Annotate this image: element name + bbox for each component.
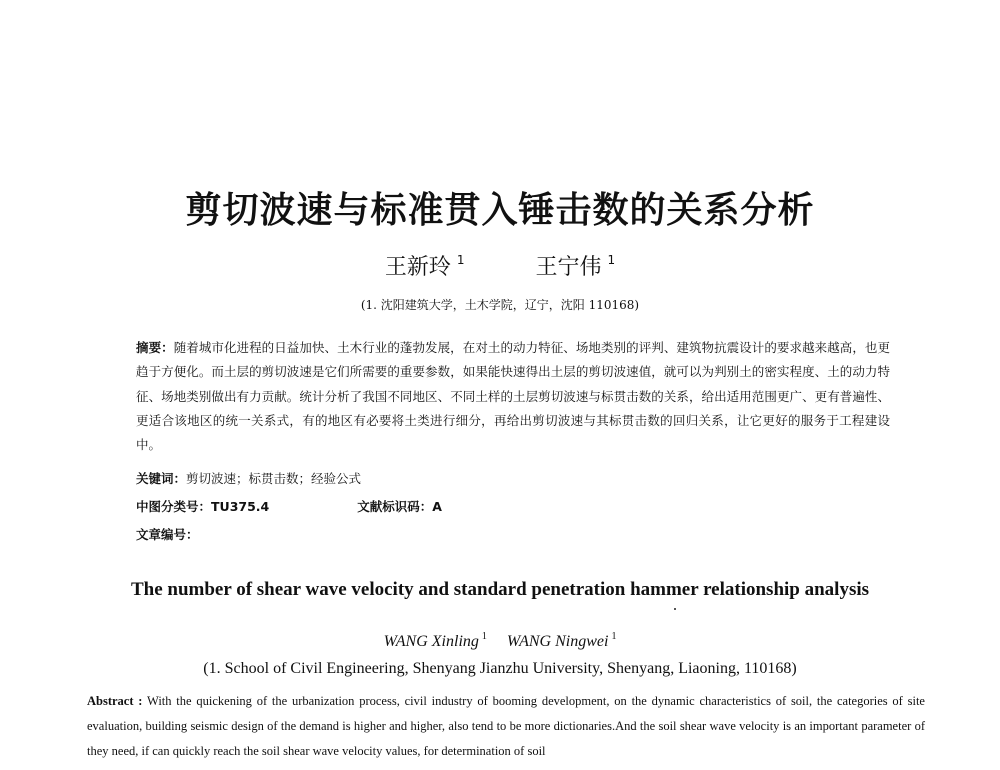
author-name: WANG Ningwei — [506, 633, 609, 650]
author-name: 王宁伟 — [535, 255, 602, 280]
english-title: The number of shear wave velocity and standard penetration hammer relationship analysis — [130, 579, 870, 600]
author-name: WANG Xinling — [383, 633, 479, 650]
english-author — [384, 631, 487, 651]
clc-value: TU375.4 — [211, 499, 270, 514]
doc-code-value: A — [432, 499, 442, 514]
english-abstract-text: With the quickening of the urbanization process, civil industry of booming development, on the dynamic characteristics of soil, the categories of site evaluation, building seismic design of the demand is higher and higher, also tend to be more dictionaries.And the soil shear wave velocity is an important parameter of they need, if can quickly reach the soil shear wave velocity values, for determination of soil — [87, 694, 925, 758]
english-affiliation: (1. School of Civil Engineering, Shenyang Jianzhu University, Shenyang, Liaoning, 110168) — [203, 660, 797, 677]
author-affiliation-mark: 1 — [481, 631, 487, 642]
author-name: 王新玲 — [384, 255, 451, 280]
author-affiliation-mark: 1 — [611, 631, 617, 642]
chinese-affiliation: (1. 沈阳建筑大学，土木学院，辽宁，沈阳 110168) — [360, 298, 640, 312]
keywords-label: 关键词： — [136, 471, 187, 486]
chinese-abstract-text: 随着城市化进程的日益加快、土木行业的蓬勃发展，在对土的动力特征、场地类别的评判、建筑物抗震设计的要求越来越高，也更趋于方便化。而土层的剪切波速是它们所需要的重要参数，如果能快速得出土层的剪切波速值，就可以为判别土的密实程度、土的动力特征、场地类别做出有力贡献。统计分析了我国不同地区、不同土样的土层剪切波速与标贯击数的关系，给出适用范围更广、更有普遍性、更适合该地区的统一关系式，有的地区有必要将土类进行细分，再给出剪切波速与其标贯击数的回归关系，让它更好的服务于工程建设中。 — [136, 340, 890, 453]
scan-speck — [674, 608, 676, 610]
chinese-abstract-label: 摘要： — [136, 340, 174, 355]
clc-label: 中图分类号： — [136, 499, 212, 514]
doc-code-label: 文献标识码： — [357, 499, 433, 514]
author-affiliation-mark: 1 — [456, 253, 465, 267]
keywords-value: 剪切波速；标贯击数；经验公式 — [186, 471, 362, 486]
english-abstract-label: Abstract : — [87, 694, 143, 708]
article-number-label: 文章编号： — [136, 527, 199, 542]
classification-line — [136, 497, 442, 515]
author-affiliation-mark: 1 — [607, 253, 616, 267]
english-authors — [0, 631, 1000, 651]
chinese-title: 剪切波速与标准贯入锤击数的关系分析 — [185, 190, 815, 231]
chinese-author — [385, 250, 465, 281]
chinese-author — [536, 250, 616, 281]
english-abstract — [87, 689, 925, 764]
article-number — [136, 525, 199, 543]
chinese-abstract — [136, 336, 890, 457]
chinese-authors — [0, 250, 1000, 281]
chinese-keywords — [136, 469, 361, 487]
english-author — [507, 631, 617, 651]
